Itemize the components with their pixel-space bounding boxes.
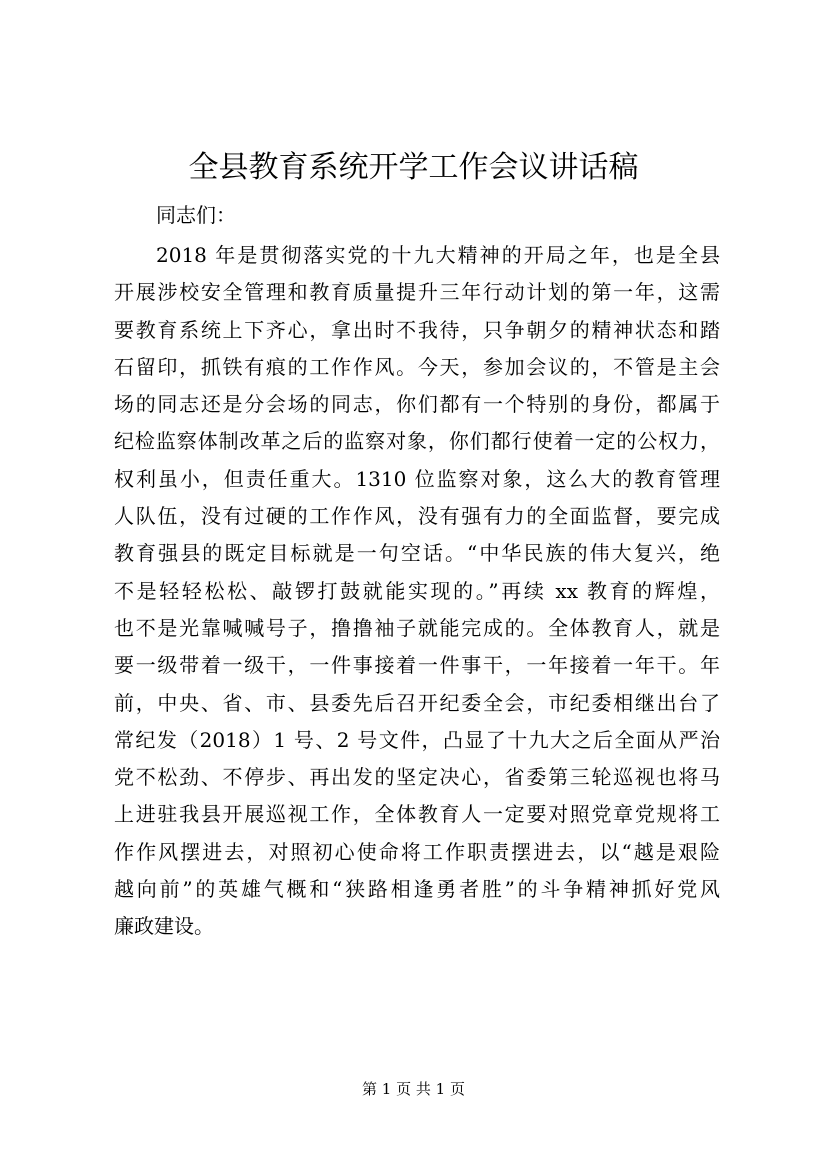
- paragraph-line: 越向前”的英雄气概和“狭路相逢勇者胜”的斗争精神抓好党风: [114, 877, 720, 902]
- paragraph-line: 权利虽小，但责任重大。1310 位监察对象，这么大的教育管理: [114, 466, 720, 491]
- greeting: 同志们：: [156, 203, 236, 227]
- paragraph-line: 廉政建设。: [114, 914, 214, 939]
- paragraph-line: 党不松劲、不停步、再出发的坚定决心，省委第三轮巡视也将马: [114, 765, 720, 790]
- paragraph-line: 作作风摆进去，对照初心使命将工作职责摆进去，以“越是艰险: [114, 839, 720, 864]
- document-title: 全县教育系统开学工作会议讲话稿: [188, 150, 639, 185]
- paragraph-line: 人队伍，没有过硬的工作作风，没有强有力的全面监督，要完成: [114, 504, 720, 529]
- paragraph-line: 教育强县的既定目标就是一句空话。“中华民族的伟大复兴，绝: [114, 541, 720, 566]
- paragraph-line: 2018 年是贯彻落实党的十九大精神的开局之年，也是全县: [156, 243, 720, 267]
- paragraph-line: 要一级带着一级干，一件事接着一件事干，一年接着一年干。年: [114, 653, 720, 678]
- paragraph-line: 常纪发（2018）1 号、2 号文件，凸显了十九大之后全面从严治: [114, 727, 720, 752]
- paragraph-line: 也不是光靠喊喊号子，撸撸袖子就能完成的。全体教育人，就是: [114, 615, 720, 640]
- paragraph-line: 场的同志还是分会场的同志，你们都有一个特别的身份，都属于: [114, 392, 720, 417]
- body-paragraph: [114, 237, 720, 946]
- paragraph-line: 上进驻我县开展巡视工作，全体教育人一定要对照党章党规将工: [114, 802, 720, 827]
- paragraph-line: 石留印，抓铁有痕的工作作风。今天，参加会议的，不管是主会: [114, 354, 720, 379]
- paragraph-line: 不是轻轻松松、敲锣打鼓就能实现的。”再续 xx 教育的辉煌，: [114, 578, 720, 603]
- paragraph-line: 开展涉校安全管理和教育质量提升三年行动计划的第一年，这需: [114, 280, 720, 305]
- paragraph-line: 前，中央、省、市、县委先后召开纪委全会，市纪委相继出台了: [114, 690, 720, 715]
- paragraph-line: 要教育系统上下齐心，拿出时不我待，只争朝夕的精神状态和踏: [114, 317, 720, 342]
- page-footer: 第 1 页 共 1 页: [362, 1080, 465, 1098]
- paragraph-line: 纪检监察体制改革之后的监察对象，你们都行使着一定的公权力，: [114, 429, 720, 454]
